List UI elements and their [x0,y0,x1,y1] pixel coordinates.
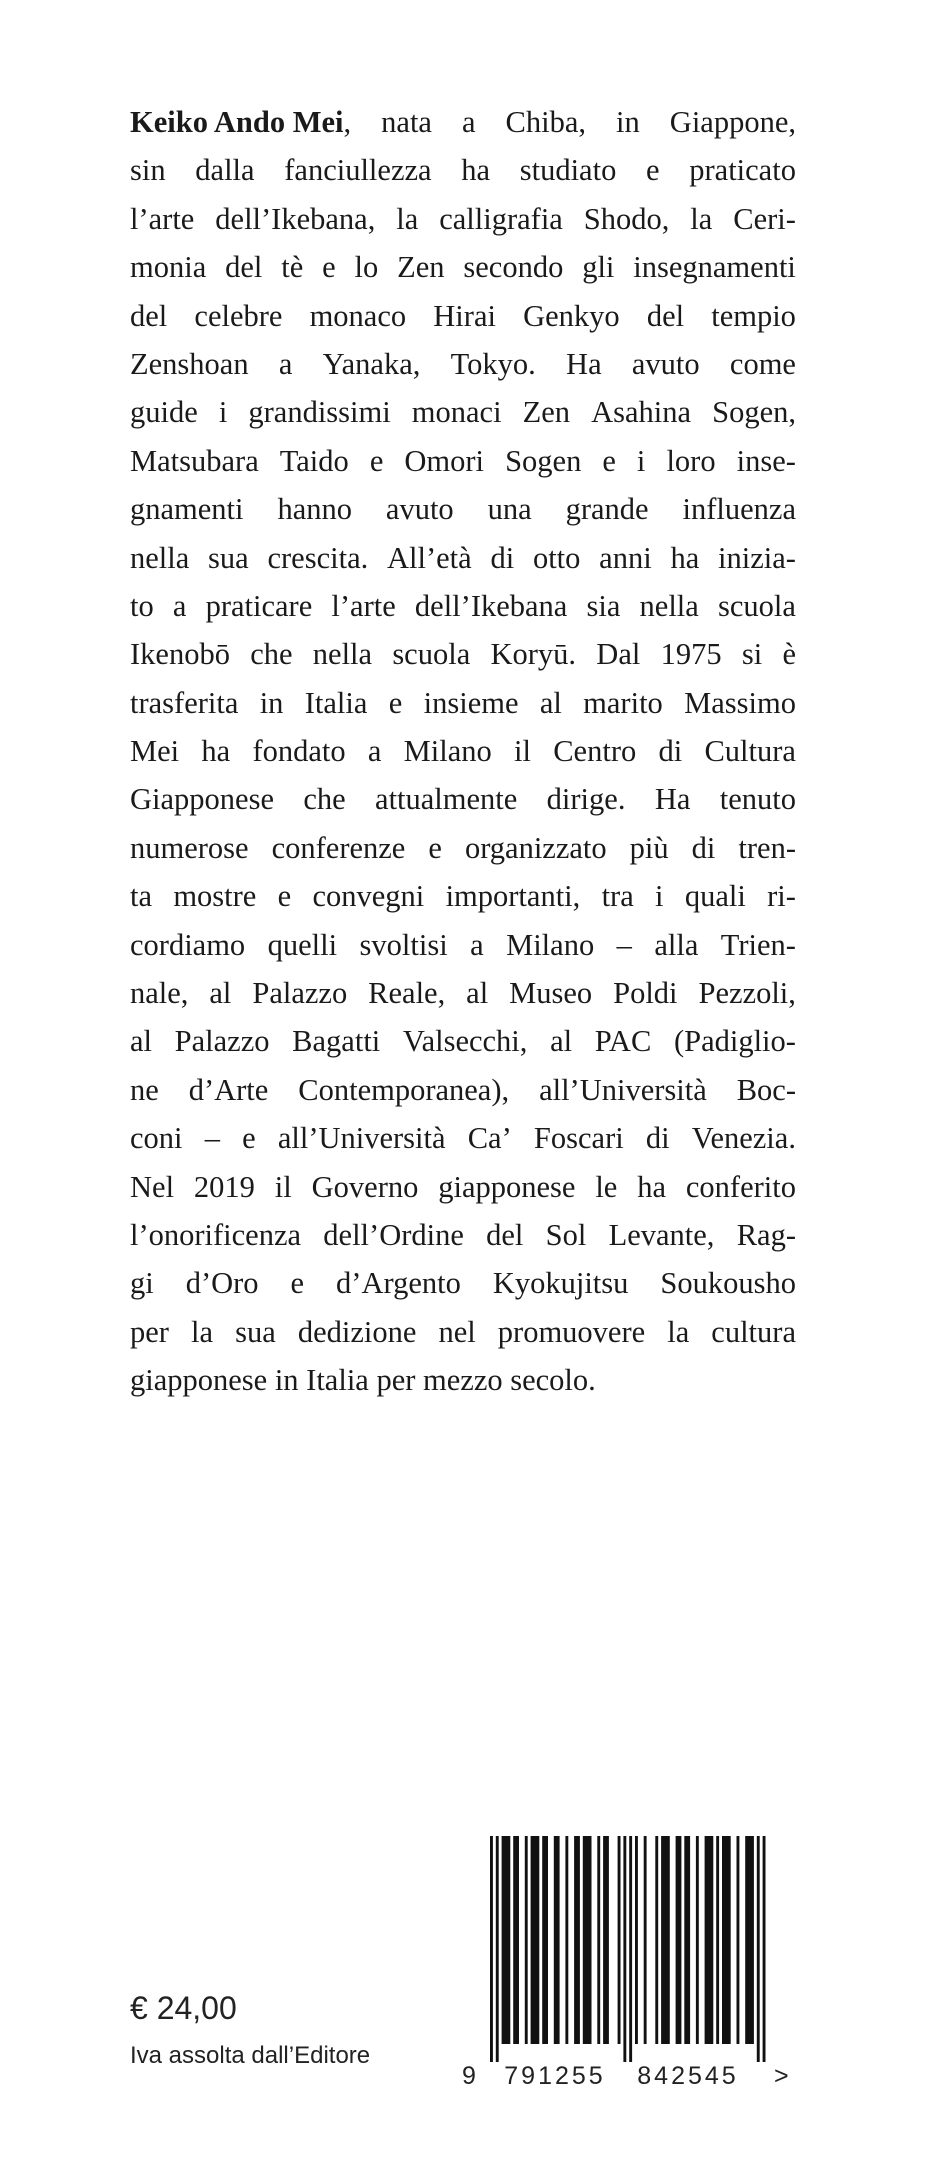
bio-word: all’Università [277,1121,446,1156]
bio-line-text [130,146,796,194]
bio-line [130,292,796,340]
bio-word: sua [208,540,249,575]
bio-word: Foscari [533,1121,624,1156]
bio-word: dell’Ikebana, [215,201,376,236]
bio-word: importanti, [445,879,581,914]
bio-word: Zen [522,395,571,430]
bio-word: la [667,1314,690,1349]
bio-word: del [486,1217,524,1252]
bio-word: tra [601,879,634,914]
bio-line [130,534,796,582]
bio-word: fanciullezza [284,153,432,188]
bio-line-text [130,1211,796,1259]
barcode-bar [635,1836,638,2044]
bio-word: Chiba, [505,105,587,139]
bio-word: praticato [689,153,796,188]
bio-word: dalla [195,153,255,188]
bio-word: Sogen, [712,395,796,430]
bio-word: insieme [423,685,519,720]
bio-word: Omori [404,443,485,478]
barcode-bar [661,1836,670,2044]
bio-word: il [514,734,531,769]
barcode-first-digit: 9 [462,2062,476,2090]
bio-word: ha [670,540,700,575]
bio-word: d’Arte [188,1072,269,1107]
bio-word: i [218,395,228,430]
bio-word: si [741,637,763,672]
bio-word: Shodo, [583,201,670,236]
bio-word: Ca’ [467,1121,512,1156]
bio-word: tren- [738,830,796,865]
bio-word: coni [130,1121,183,1156]
bio-word: Sogen [505,443,582,478]
bio-line [130,485,796,533]
bio-word: secondo [463,250,564,285]
bio-word: Palazzo [252,976,348,1011]
bio-word: Levante, [608,1217,715,1252]
bio-word: all’Università [539,1072,707,1107]
bio-word: All’età [387,540,472,575]
bio-line-text [130,679,796,727]
bio-word: a [172,588,187,623]
bio-word: e [290,1266,305,1301]
bio-word: insegnamenti [633,250,796,285]
bio-word: Ceri- [733,201,796,236]
author-name: Keiko Ando Mei [130,105,344,139]
bio-word: promuovere [497,1314,646,1349]
barcode-bars [490,1836,766,2062]
bio-word: la [191,1314,214,1349]
bio-line [130,1017,796,1065]
bio-line-text [130,1163,796,1211]
bio-word: sua [235,1314,276,1349]
bio-word: Centro [553,734,637,769]
barcode-bar [525,1836,528,2044]
bio-line-text [130,243,796,291]
bio-word: nella [312,637,373,672]
bio-word: Governo [311,1169,419,1204]
barcode-bar [684,1836,690,2044]
bio-word: tè [281,250,304,285]
bio-word: quali [684,879,746,914]
bio-line-text: giapponese in Italia per mezzo secolo. [130,1363,596,1398]
bio-word: che [303,782,346,817]
bio-word: le [595,1169,618,1204]
bio-word: praticare [205,588,313,623]
bio-word: nale, [130,976,189,1011]
barcode-right-digits: 842545 [637,2062,739,2090]
bio-line [130,679,796,727]
barcode-bar [763,1836,766,2062]
bio-word: monaco [309,298,407,333]
barcode-bar [542,1836,548,2044]
bio-word: Zenshoan [130,346,249,381]
bio-line [130,1114,796,1162]
bio-word: Kyokujitsu [492,1266,629,1301]
bio-line-text [130,872,796,920]
bio-word: convegni [312,879,425,914]
bio-word: e [646,153,660,188]
bio-word: trasferita [130,685,239,720]
bio-line [130,243,796,291]
bio-word: dell’Ordine [323,1217,464,1252]
barcode-bar [705,1836,714,2044]
bio-word: a [470,927,484,962]
bio-word: numerose [130,830,249,865]
bio-line-text [130,1017,796,1065]
bio-word: giapponese [438,1169,576,1204]
bio-word: grandissimi [248,395,391,430]
bio-line [130,195,796,243]
bio-line [130,824,796,872]
bio-word: è [782,637,796,672]
bio-word: organizzato [464,830,607,865]
barcode-bar [737,1836,740,2044]
bio-word: Milano [506,927,595,962]
bio-word: la [396,201,419,236]
barcode-bar [490,1836,493,2062]
bio-word: Giappone, [669,105,796,139]
bio-word: fondato [252,734,346,769]
barcode-bar [618,1836,621,2044]
barcode-bar [655,1836,658,2044]
bio-word: l’onorificenza [130,1217,302,1252]
bio-word: marito [583,685,663,720]
bio-word: Koryū. [490,637,577,672]
bio-word: , [343,105,352,139]
bio-word: ha [637,1169,667,1204]
barcode-graphic [456,1832,796,2092]
barcode-bar [722,1836,731,2044]
bio-word: anni [599,540,652,575]
bio-line-text [130,1308,796,1356]
bio-word: in [616,105,640,139]
bio-word: al [466,976,489,1011]
bio-word: nella [130,540,190,575]
bio-word: monia [130,250,207,285]
bio-word: nel [438,1314,476,1349]
bio-word: Massimo [684,685,796,720]
bio-word: Nel [130,1169,175,1204]
bio-word: ta [130,879,153,914]
bio-line [130,1356,796,1404]
bio-word: l’arte [130,201,195,236]
barcode-bar [502,1836,511,2044]
bio-word: più [629,830,669,865]
barcode-bar [496,1836,499,2062]
price: € 24,00 [130,1990,237,2026]
bio-word: e [277,879,292,914]
bio-word: e [369,443,384,478]
bio-word: Italia [304,685,368,720]
bio-word: guide [130,395,198,430]
bio-word: Asahina [591,395,692,430]
bio-line-text [130,921,796,969]
bio-word: per [130,1314,169,1349]
bio-word: i [655,879,664,914]
bio-word: di [691,830,716,865]
bio-word: svoltisi [359,927,448,962]
barcode-bar [623,1836,626,2062]
bio-word: Venezia. [691,1121,796,1156]
bio-line [130,98,796,146]
bio-line [130,1066,796,1114]
barcode-quiet-zone-marker: > [774,2062,789,2090]
bio-word: Pezzoli, [698,976,796,1011]
bio-word: monaci [411,395,502,430]
bio-word: Yanaka, [322,346,421,381]
bio-word: del [130,298,168,333]
bio-word: una [487,492,532,527]
bio-word: di [658,734,683,769]
barcode-bar [745,1836,754,2044]
bio-word: gli [582,250,615,285]
bio-word: e [428,830,442,865]
bio-word: al [550,1024,573,1059]
bio-word: tenuto [719,782,796,817]
bio-word: Rag- [736,1217,796,1252]
bio-word: cultura [711,1314,796,1349]
bio-word: sin [130,153,166,188]
bio-word: Tokyo. [450,346,536,381]
bio-word: al [130,1024,153,1059]
bio-word: 1975 [660,637,722,672]
bio-word: nella [639,588,699,623]
barcode-bar [554,1836,560,2044]
bio-word: e [602,443,616,478]
bio-line [130,775,796,823]
bio-word: Sol [545,1217,587,1252]
bio-word: Giapponese [130,782,274,817]
bio-word: nata [381,105,432,139]
barcode-bar [629,1836,632,2062]
bio-word: Poldi [613,976,678,1011]
bio-word: Matsubara [130,443,259,478]
bio-word: tempio [711,298,796,333]
bio-word: – [204,1121,220,1156]
bio-word: gnamenti [130,492,244,527]
bio-word: (Padiglio- [673,1024,796,1059]
bio-word: Soukousho [660,1266,796,1301]
bio-word: d’Argento [336,1266,461,1301]
bio-word: dedizione [297,1314,417,1349]
barcode-bar [565,1836,568,2044]
bio-line [130,872,796,920]
bio-word: di [490,540,515,575]
bio-line-text [130,534,796,582]
bio-line-text [344,98,796,146]
bio-word: influenza [682,492,796,527]
bio-word: Contemporanea), [298,1072,510,1107]
vat-note: Iva assolta dall’Editore [130,2042,371,2069]
bio-word: conferito [685,1169,796,1204]
bio-word: del [225,250,263,285]
bio-word: Bagatti [292,1024,381,1059]
author-biography [130,98,796,1405]
bio-word: a [278,346,293,381]
bio-word: Museo [509,976,593,1011]
bio-word: inse- [736,443,796,478]
barcode-left-digits: 791255 [504,2062,606,2090]
bio-word: e [388,685,403,720]
barcode-bar [583,1836,592,2044]
bio-word: al [539,685,562,720]
bio-word: quelli [267,927,338,962]
bio-word: Zen [397,250,445,285]
bio-word: conferenze [271,830,406,865]
bio-word: sia [586,588,621,623]
bio-word: Reale, [368,976,446,1011]
bio-word: dell’Ikebana [414,588,568,623]
bio-word: lo [354,250,379,285]
bio-word: di [645,1121,670,1156]
bio-line-text [130,292,796,340]
bio-word: e [322,250,336,285]
bio-word: del [646,298,685,333]
bio-word: Ikenobō [130,637,230,672]
bio-word: crescita. [267,540,369,575]
bio-line [130,340,796,388]
bio-line-text [130,340,796,388]
bio-word: studiato [519,153,617,188]
bio-word: otto [532,540,581,575]
bio-word: a [461,105,476,139]
barcode-bar [513,1836,519,2044]
bio-word: d’Oro [185,1266,259,1301]
bio-word: Palazzo [174,1024,270,1059]
bio-word: Boc- [736,1072,796,1107]
bio-line-text [130,1259,796,1307]
bio-word: attualmente [375,782,518,817]
bio-line-text [130,582,796,630]
bio-word: ha [461,153,491,188]
bio-word: avuto [631,346,700,381]
bio-word: Genkyo [523,298,620,333]
bio-line-text [130,195,796,243]
bio-line-text [130,630,796,678]
bio-line-text [130,388,796,436]
bio-line-text [130,775,796,823]
bio-word: il [274,1169,292,1204]
bio-word: Trien- [720,927,796,962]
barcode-bar [574,1836,580,2044]
bio-line [130,582,796,630]
bio-word: e [242,1121,256,1156]
bio-word: cordiamo [130,927,246,962]
bio-word: ri- [767,879,796,914]
bio-word: Cultura [704,734,796,769]
bio-line [130,969,796,1017]
barcode-bar [696,1836,699,2044]
barcode-bar [531,1836,540,2044]
bio-line-text [130,1114,796,1162]
bio-word: inizia- [718,540,796,575]
bio-word: – [616,927,632,962]
bio-word: mostre [173,879,257,914]
bio-line [130,1259,796,1307]
bio-word: l’arte [331,588,396,623]
bio-word: Dal [596,637,641,672]
bio-word: hanno [277,492,352,527]
bio-word: Ha [566,346,602,381]
bio-line-text [130,727,796,775]
bio-word: 2019 [193,1169,255,1204]
bio-word: ne [130,1072,159,1107]
barcode-bar [676,1836,682,2044]
bio-word: a [367,734,382,769]
bio-word: in [259,685,284,720]
bio-word: Taido [279,443,349,478]
bio-word: Ha [654,782,691,817]
barcode-bar [757,1836,760,2062]
bio-word: dirige. [546,782,626,817]
bio-line [130,1211,796,1259]
bio-word: to [130,588,154,623]
bio-word: loro [666,443,716,478]
barcode-bar [644,1836,647,2044]
bio-word: la [690,201,713,236]
bio-word: calligrafia [439,201,563,236]
bio-word: celebre [194,298,283,333]
bio-line [130,727,796,775]
bio-word: che [250,637,293,672]
bio-word: alla [654,927,699,962]
bio-line [130,1163,796,1211]
barcode-bar [603,1836,609,2044]
bio-line-text [130,485,796,533]
bio-word: grande [565,492,649,527]
bio-line [130,437,796,485]
bio-line [130,146,796,194]
bio-word: Mei [130,734,180,769]
bio-line-text [130,969,796,1017]
bio-word: scuola [392,637,471,672]
bio-word: al [209,976,232,1011]
bio-word: Valsecchi, [402,1024,528,1059]
bio-line [130,1308,796,1356]
bio-line [130,630,796,678]
bio-word: come [729,346,796,381]
barcode-bar [597,1836,600,2044]
bio-word: i [636,443,646,478]
bio-line-text [130,1066,796,1114]
bio-line-text [130,437,796,485]
isbn-barcode [456,1832,796,2092]
bio-word: scuola [717,588,796,623]
bio-word: ha [201,734,231,769]
bio-word: Milano [403,734,492,769]
bio-word: Hirai [433,298,496,333]
bio-word: PAC [594,1024,652,1059]
bio-line [130,921,796,969]
bio-line [130,388,796,436]
barcode-bar [716,1836,719,2044]
bio-word: gi [130,1266,154,1301]
bio-line-text [130,824,796,872]
bio-word: avuto [385,492,454,527]
